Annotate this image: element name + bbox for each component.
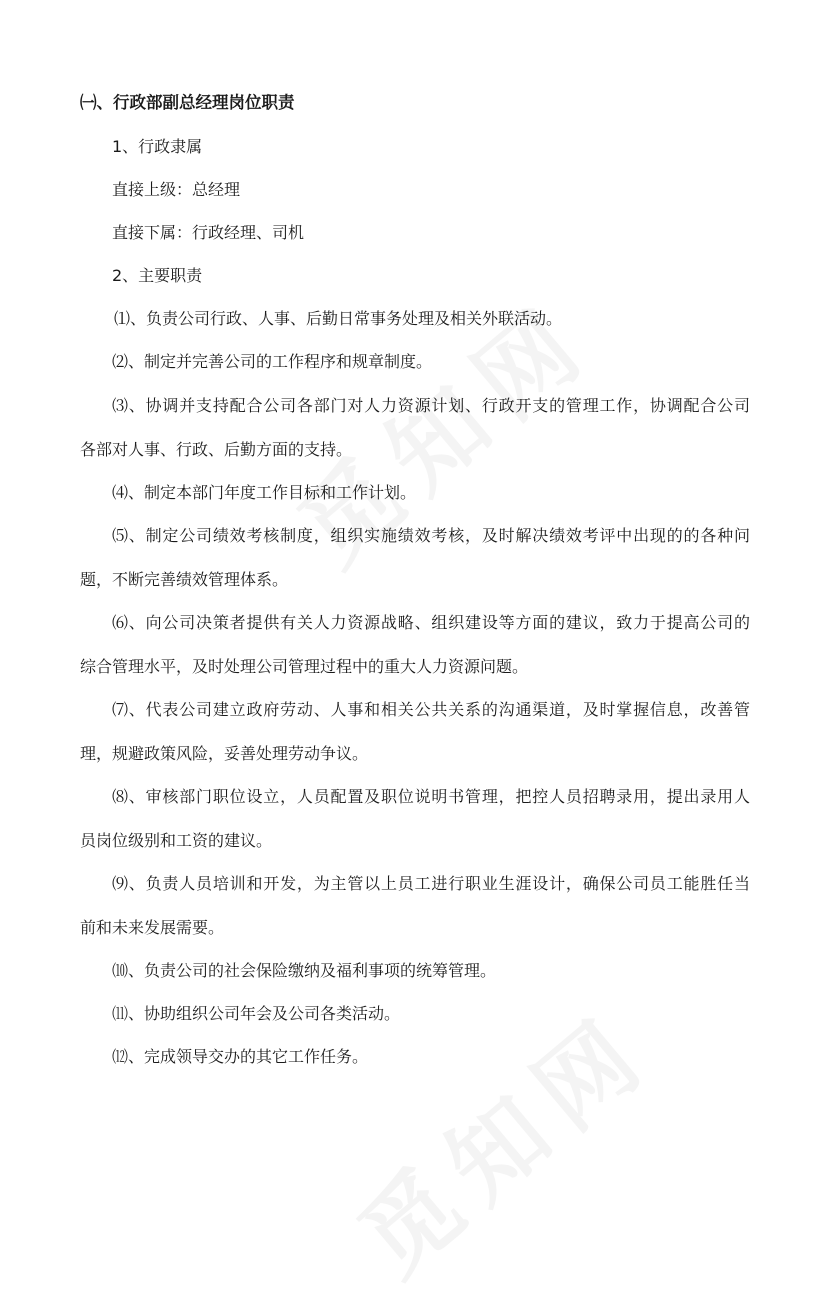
duty-item: ⑴、负责公司行政、人事、后勤日常事务处理及相关外联活动。 — [114, 309, 563, 328]
watermark — [326, 976, 676, 1301]
duty-line: ⑶、协调并支持配合公司各部门对人力资源计划、行政开支的管理工作，协调配合公司 — [112, 396, 750, 415]
duty-line: 员岗位级别和工资的建议。 — [80, 831, 273, 850]
duty-line: ⑻、审核部门职位设立，人员配置及职位说明书管理，把控人员招聘录用，提出录用人 — [112, 787, 750, 806]
duty-line: 题，不断完善绩效管理体系。 — [80, 570, 289, 589]
duty-item — [80, 700, 750, 764]
duty-item: ⑿、完成领导交办的其它工作任务。 — [112, 1047, 369, 1066]
duty-line: 理，规避政策风险，妥善处理劳动争议。 — [80, 744, 369, 763]
direct-subordinate: 直接下属：行政经理、司机 — [112, 223, 305, 242]
duty-line: ⑸、制定公司绩效考核制度，组织实施绩效考核，及时解决绩效考评中出现的的各种问 — [112, 526, 750, 545]
duty-item — [80, 613, 750, 677]
duty-line: ⑼、负责人员培训和开发，为主管以上员工进行职业生涯设计，确保公司员工能胜任当 — [112, 874, 750, 893]
duty-item: ⑵、制定并完善公司的工作程序和规章制度。 — [112, 352, 433, 371]
duty-line: ⑺、代表公司建立政府劳动、人事和相关公共关系的沟通渠道，及时掌握信息，改善管 — [112, 700, 750, 719]
section-heading: ㈠、行政部副总经理岗位职责 — [80, 93, 295, 112]
duty-item: ⑾、协助组织公司年会及公司各类活动。 — [112, 1004, 401, 1023]
duty-item — [80, 526, 750, 590]
duty-item — [80, 787, 750, 851]
section2-title: 2、主要职责 — [112, 266, 203, 285]
duty-item — [80, 874, 750, 938]
duty-item: ⑽、负责公司的社会保险缴纳及福利事项的统筹管理。 — [112, 961, 497, 980]
duty-line: 前和未来发展需要。 — [80, 918, 225, 937]
duty-line: 综合管理水平，及时处理公司管理过程中的重大人力资源问题。 — [80, 657, 529, 676]
duty-line: 各部对人事、行政、后勤方面的支持。 — [80, 440, 353, 459]
duty-item: ⑷、制定本部门年度工作目标和工作计划。 — [112, 483, 417, 502]
section1-title: 1、行政隶属 — [112, 137, 203, 156]
duty-line: ⑹、向公司决策者提供有关人力资源战略、组织建设等方面的建议，致力于提高公司的 — [112, 613, 750, 632]
duty-item — [80, 396, 750, 460]
direct-superior: 直接上级：总经理 — [112, 180, 241, 199]
